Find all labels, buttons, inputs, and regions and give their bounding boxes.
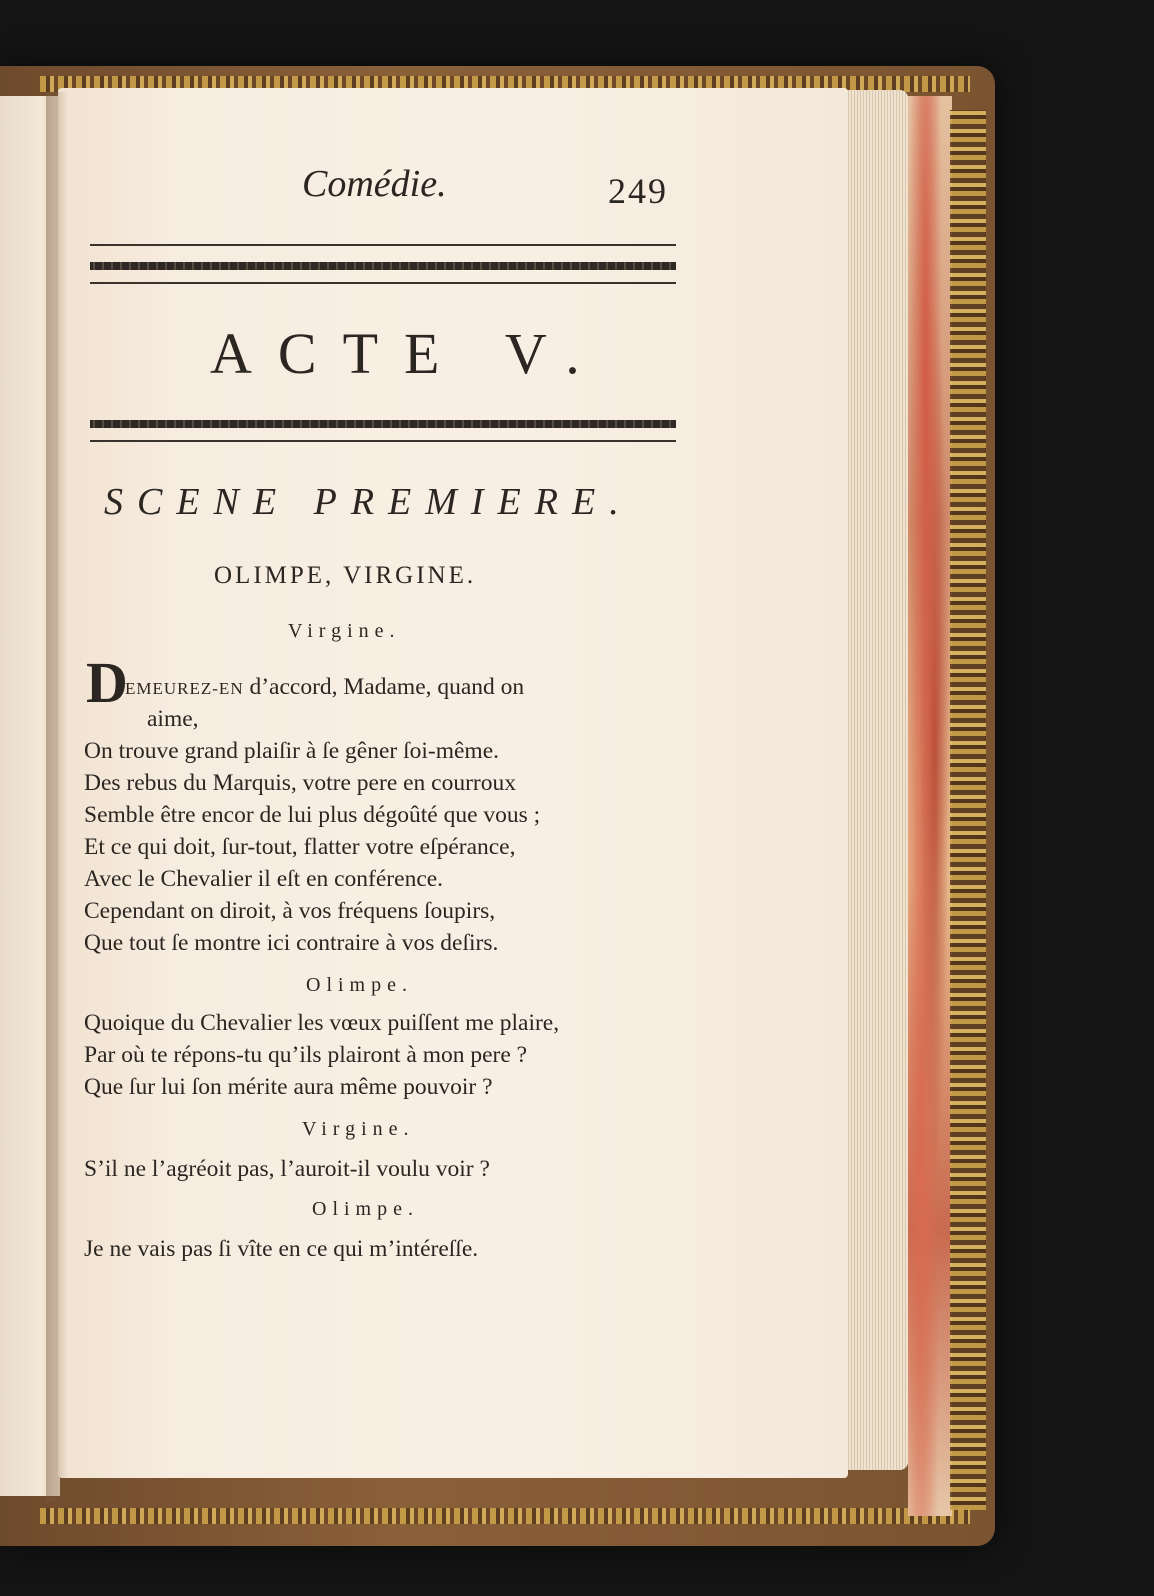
act-ornament-rule	[90, 420, 676, 428]
dialogue-line: Des rebus du Marquis, votre pere en courroux	[84, 770, 517, 796]
speaker-virgine: Virgine.	[302, 1118, 415, 1140]
scene-title: SCENE PREMIERE.	[104, 481, 633, 523]
speaker-olimpe: Olimpe.	[306, 974, 413, 996]
header-rule-bottom	[90, 282, 676, 284]
speaker-virgine: Virgine.	[288, 620, 401, 642]
dialogue-line	[125, 674, 524, 701]
dialogue-line: Et ce qui doit, ſur-tout, flatter votre eſpérance,	[84, 834, 516, 860]
page-block-edges	[840, 90, 908, 1470]
gilt-border-bottom	[40, 1508, 970, 1524]
speaker-olimpe: Olimpe.	[312, 1198, 419, 1220]
dialogue-line: S’il ne l’agréoit pas, l’auroit-il voulu voir ?	[84, 1156, 490, 1182]
dialogue-line: Cependant on diroit, à vos fréquens ſoupirs,	[84, 898, 496, 924]
dialogue-line: Avec le Chevalier il eſt en conférence.	[84, 866, 444, 892]
header-rule-top	[90, 244, 676, 246]
dialogue-line: Semble être encor de lui plus dégoûté que vous ;	[84, 802, 541, 828]
act-rule	[90, 440, 676, 442]
page-gutter-shadow	[46, 92, 68, 1502]
header-ornament-rule	[90, 262, 676, 270]
marbled-edge	[908, 96, 952, 1516]
dialogue-line: Je ne vais pas ſi vîte en ce qui m’intéreſſe.	[84, 1236, 479, 1262]
dialogue-line: Quoique du Chevalier les vœux puiſſent me plaire,	[84, 1010, 560, 1036]
smallcaps-opening: EMEUREZ-EN	[125, 679, 244, 698]
dialogue-line: On trouve grand plaiſir à ſe gêner ſoi-même.	[84, 738, 500, 764]
drop-cap: D	[86, 650, 128, 715]
act-title: ACTE V.	[210, 321, 606, 386]
first-line-text: d’accord, Madame, quand on	[243, 674, 525, 700]
dialogue-line: Que ſur lui ſon mérite aura même pouvoir ?	[84, 1074, 493, 1100]
gilt-border-right	[950, 110, 986, 1510]
running-head: Comédie.	[302, 163, 447, 205]
page-number: 249	[608, 171, 668, 211]
dialogue-line: aime,	[147, 706, 199, 732]
dialogue-line: Que tout ſe montre ici contraire à vos deſirs.	[84, 930, 499, 956]
characters-list: OLIMPE, VIRGINE.	[214, 562, 477, 589]
dialogue-line: Par où te répons-tu qu’ils plairont à mon pere ?	[84, 1042, 528, 1068]
